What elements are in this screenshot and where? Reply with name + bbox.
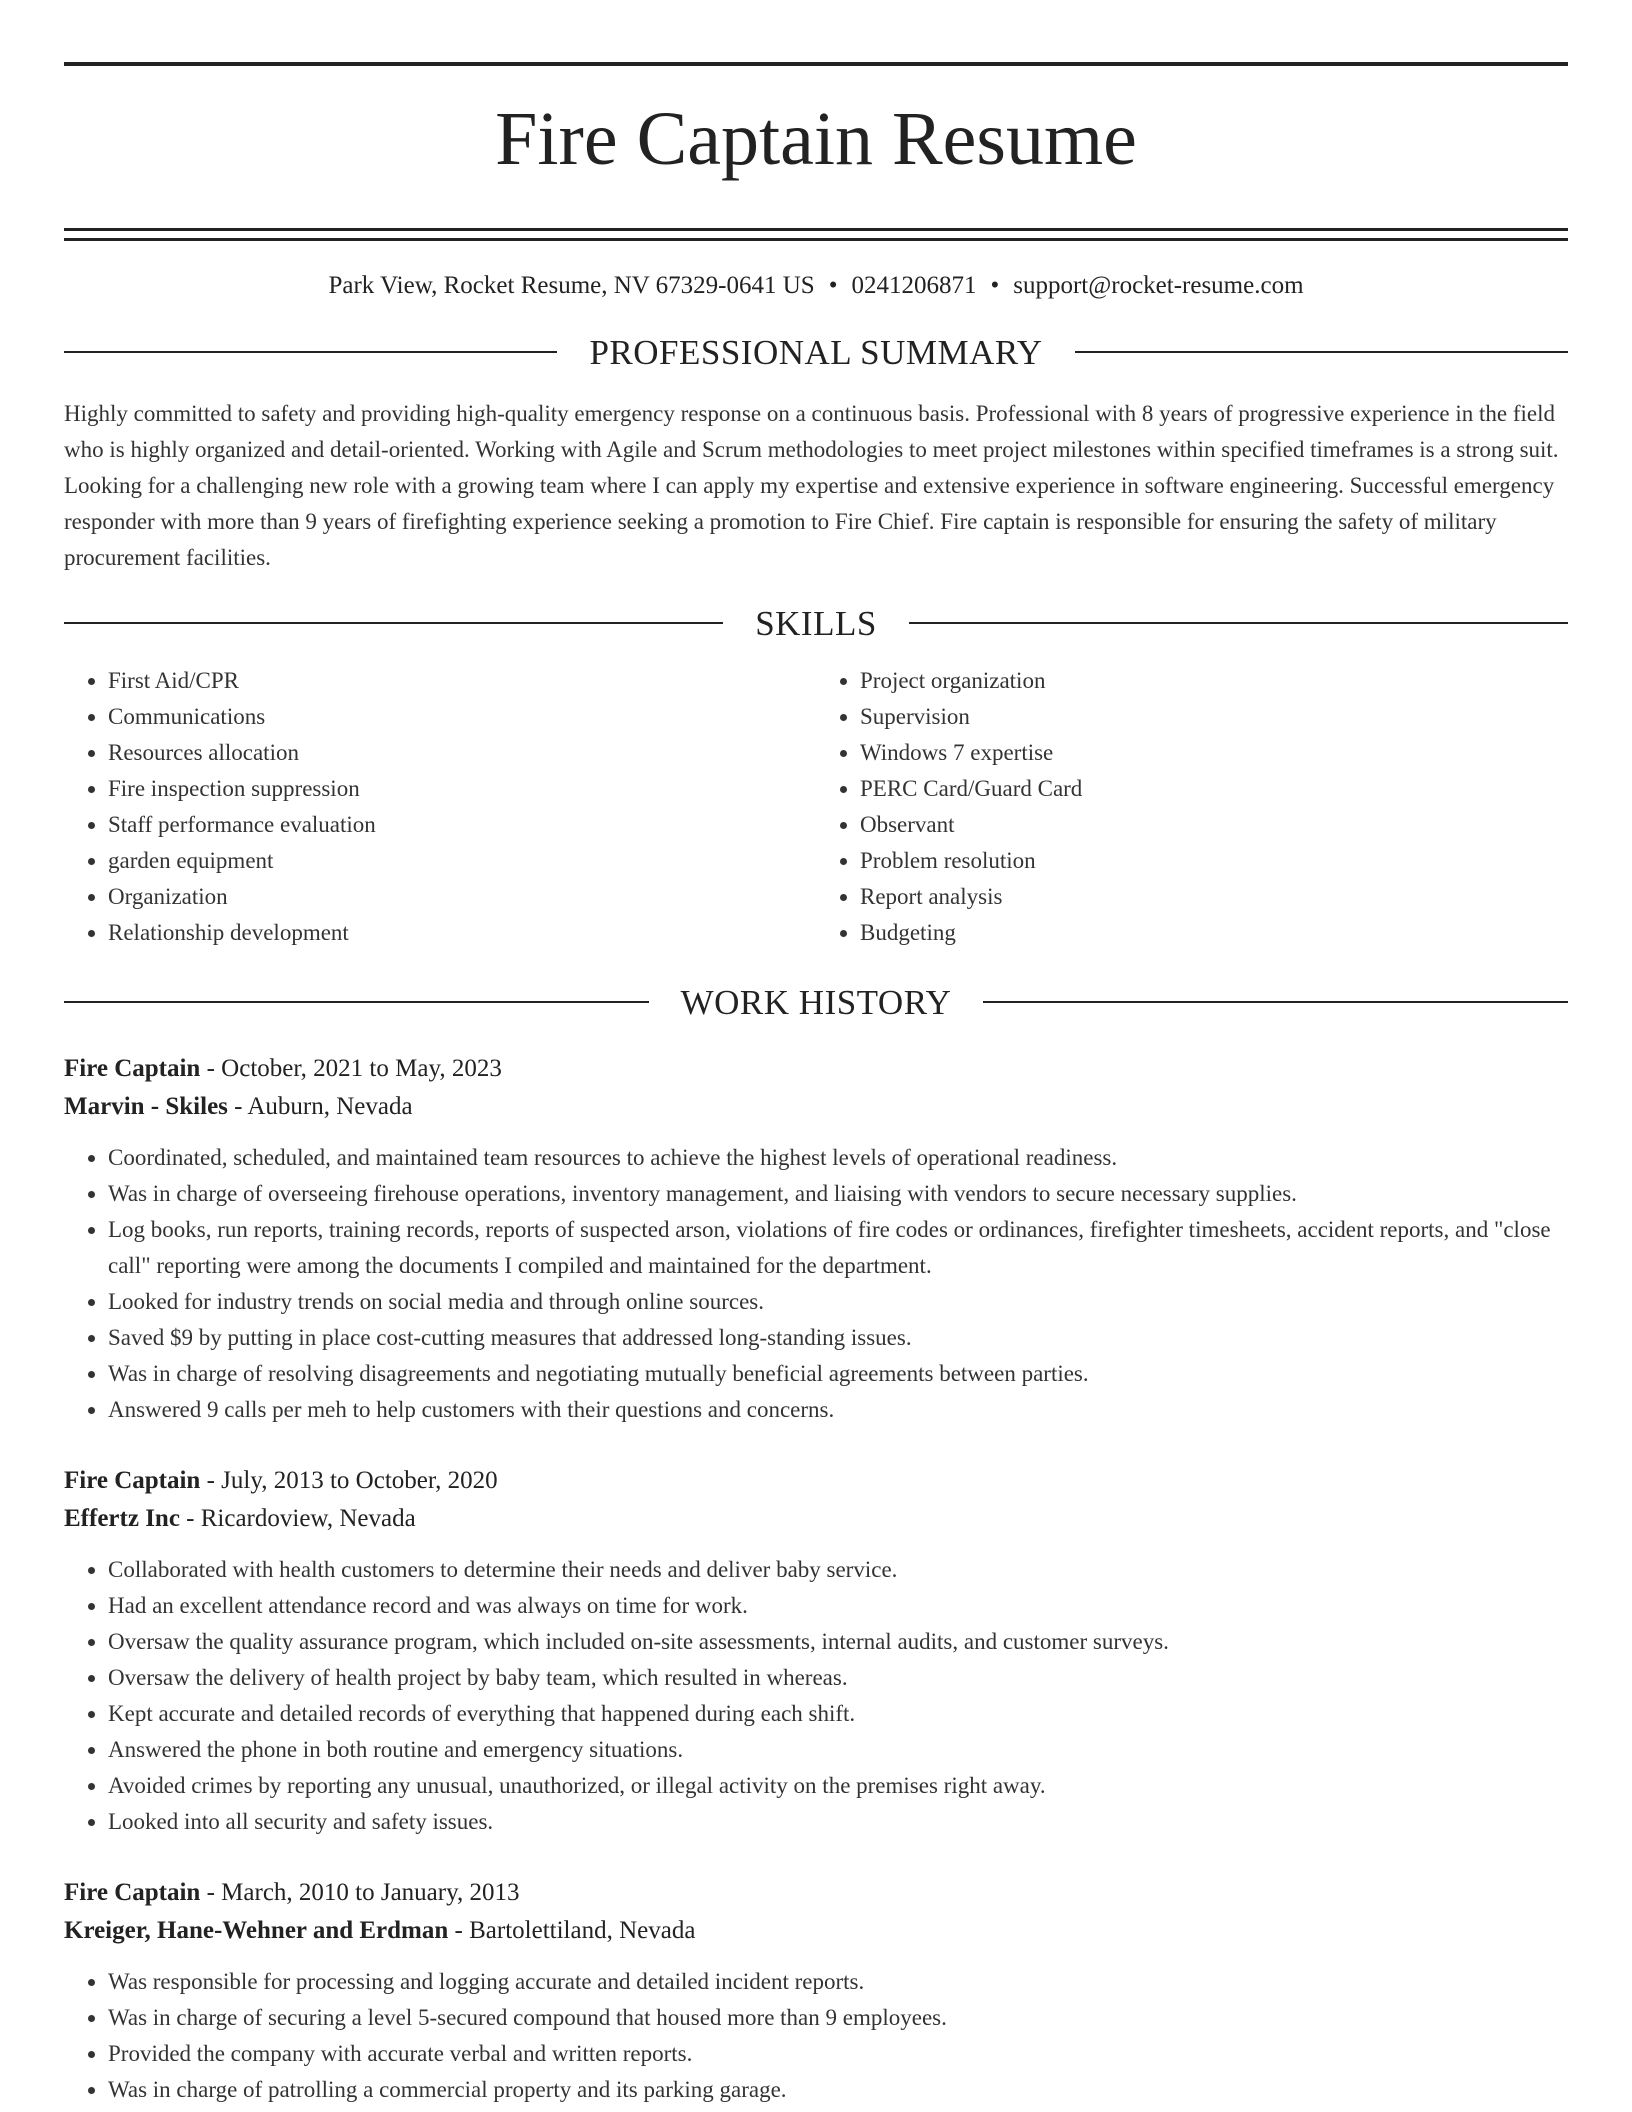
skill-item: • PERC Card/Guard Card bbox=[860, 771, 1568, 807]
job-bullet: • Had an excellent attendance record and was always on time for work. bbox=[108, 1588, 1568, 1624]
resume-page bbox=[64, 0, 1568, 2108]
work-history bbox=[64, 1050, 1568, 2108]
job-location: - Bartolettiland, Nevada bbox=[448, 1916, 696, 1944]
heading-rule-right bbox=[909, 622, 1568, 624]
top-rule bbox=[64, 62, 1568, 66]
page-title: Fire Captain Resume bbox=[495, 97, 1137, 181]
summary-heading-label: PROFESSIONAL SUMMARY bbox=[589, 332, 1043, 372]
skills-column-left bbox=[64, 663, 816, 951]
skill-item: • Organization bbox=[108, 879, 816, 915]
job-title: Fire Captain bbox=[64, 1466, 201, 1494]
job-company: Kreiger, Hane-Wehner and Erdman bbox=[64, 1916, 449, 1944]
job-bullet: • Kept accurate and detailed records of everything that happened during each shift. bbox=[108, 1696, 1568, 1732]
job-dates: - October, 2021 to May, 2023 bbox=[200, 1054, 502, 1082]
skill-item: • Observant bbox=[860, 807, 1568, 843]
job-title-line bbox=[64, 1874, 1568, 1912]
heading-rule-left bbox=[64, 351, 557, 353]
job-company: Effertz Inc bbox=[64, 1504, 180, 1532]
job-location: - Auburn, Nevada bbox=[227, 1092, 413, 1120]
job-title: Fire Captain bbox=[64, 1878, 201, 1906]
job-location: - Ricardoview, Nevada bbox=[179, 1504, 416, 1532]
job-entry bbox=[64, 1050, 1568, 1428]
skills-heading bbox=[64, 603, 1568, 643]
contact-email: support@rocket-resume.com bbox=[1013, 271, 1304, 299]
job-bullet: • Oversaw the delivery of health project by baby team, which resulted in whereas. bbox=[108, 1660, 1568, 1696]
heading-rule-right bbox=[983, 1001, 1568, 1003]
job-entry bbox=[64, 1462, 1568, 1840]
skills-heading-label: SKILLS bbox=[755, 603, 877, 643]
job-title: Fire Captain bbox=[64, 1054, 201, 1082]
heading-rule-right bbox=[1075, 351, 1568, 353]
job-dates: - July, 2013 to October, 2020 bbox=[200, 1466, 498, 1494]
work-heading-label: WORK HISTORY bbox=[680, 982, 952, 1022]
job-title-line bbox=[64, 1050, 1568, 1088]
contact-separator: • bbox=[990, 271, 1000, 299]
job-bullet: • Was in charge of patrolling a commercial property and its parking garage. bbox=[108, 2072, 1568, 2108]
job-bullet: • Provided the company with accurate verbal and written reports. bbox=[108, 2036, 1568, 2072]
skill-item: • Communications bbox=[108, 699, 816, 735]
job-dates: - March, 2010 to January, 2013 bbox=[200, 1878, 520, 1906]
summary-heading bbox=[64, 332, 1568, 372]
skills-list bbox=[64, 663, 1568, 951]
skill-item: • Problem resolution bbox=[860, 843, 1568, 879]
job-company: Marvin - Skiles bbox=[64, 1092, 228, 1120]
job-bullet: • Was in charge of overseeing firehouse operations, inventory management, and liaising with vendors to secure necessary supplies. bbox=[108, 1176, 1568, 1212]
job-company-line bbox=[64, 1912, 1568, 1950]
work-heading bbox=[64, 982, 1568, 1022]
skill-item: • First Aid/CPR bbox=[108, 663, 816, 699]
skill-item: • Staff performance evaluation bbox=[108, 807, 816, 843]
skill-item: • Report analysis bbox=[860, 879, 1568, 915]
job-bullet: • Saved $9 by putting in place cost-cutting measures that addressed long-standing issues. bbox=[108, 1320, 1568, 1356]
skill-item: • Resources allocation bbox=[108, 735, 816, 771]
job-title-line bbox=[64, 1462, 1568, 1500]
job-bullets bbox=[64, 1552, 1568, 1840]
job-bullet: • Answered the phone in both routine and emergency situations. bbox=[108, 1732, 1568, 1768]
skills-column-right bbox=[816, 663, 1568, 951]
skill-item: • Project organization bbox=[860, 663, 1568, 699]
job-bullet: • Answered 9 calls per meh to help customers with their questions and concerns. bbox=[108, 1392, 1568, 1428]
contact-address: Park View, Rocket Resume, NV 67329-0641 US bbox=[328, 271, 815, 299]
skill-item: • Budgeting bbox=[860, 915, 1568, 951]
skill-item: • Fire inspection suppression bbox=[108, 771, 816, 807]
skill-item: • Supervision bbox=[860, 699, 1568, 735]
job-company-line bbox=[64, 1088, 1568, 1126]
skill-item: • Windows 7 expertise bbox=[860, 735, 1568, 771]
job-bullet: • Was in charge of securing a level 5-secured compound that housed more than 9 employees. bbox=[108, 2000, 1568, 2036]
contact-phone: 0241206871 bbox=[851, 271, 977, 299]
skill-item: • garden equipment bbox=[108, 843, 816, 879]
job-bullet: • Was in charge of resolving disagreements and negotiating mutually beneficial agreements between parties. bbox=[108, 1356, 1568, 1392]
job-bullet: • Collaborated with health customers to determine their needs and deliver baby service. bbox=[108, 1552, 1568, 1588]
title-double-rule bbox=[64, 228, 1568, 241]
contact-line bbox=[64, 271, 1568, 301]
job-bullet: • Looked into all security and safety issues. bbox=[108, 1804, 1568, 1840]
skill-item: • Relationship development bbox=[108, 915, 816, 951]
job-bullet: • Oversaw the quality assurance program, which included on-site assessments, internal audits, and customer surveys. bbox=[108, 1624, 1568, 1660]
job-bullets bbox=[64, 1964, 1568, 2108]
job-bullet: • Coordinated, scheduled, and maintained team resources to achieve the highest levels of operational readiness. bbox=[108, 1140, 1568, 1176]
job-bullet: • Avoided crimes by reporting any unusual, unauthorized, or illegal activity on the premises right away. bbox=[108, 1768, 1568, 1804]
job-bullet: • Was responsible for processing and logging accurate and detailed incident reports. bbox=[108, 1964, 1568, 2000]
job-company-line bbox=[64, 1500, 1568, 1538]
job-bullet: • Looked for industry trends on social media and through online sources. bbox=[108, 1284, 1568, 1320]
job-bullets bbox=[64, 1140, 1568, 1428]
contact-separator: • bbox=[828, 271, 838, 299]
heading-rule-left bbox=[64, 622, 723, 624]
job-bullet: • Log books, run reports, training records, reports of suspected arson, violations of fire codes or ordinances, firefighter timesheets, accident reports, and "close call" reporting were among the documents I compiled and maintained for the department. bbox=[108, 1212, 1568, 1284]
summary-text: Highly committed to safety and providing high-quality emergency response on a continuous basis. Professional with 8 years of progressive experience in the field who is highly organized and detail-oriented. Working with Agile and Scrum methodologies to meet project milestones within specified timeframes is a strong suit. Looking for a challenging new role with a growing team where I can apply my expertise and extensive experience in software engineering. Successful emergency responder with more than 9 years of firefighting experience seeking a promotion to Fire Chief. Fire captain is responsible for ensuring the safety of military procurement facilities. bbox=[64, 400, 1559, 570]
job-entry bbox=[64, 1874, 1568, 2108]
heading-rule-left bbox=[64, 1001, 649, 1003]
